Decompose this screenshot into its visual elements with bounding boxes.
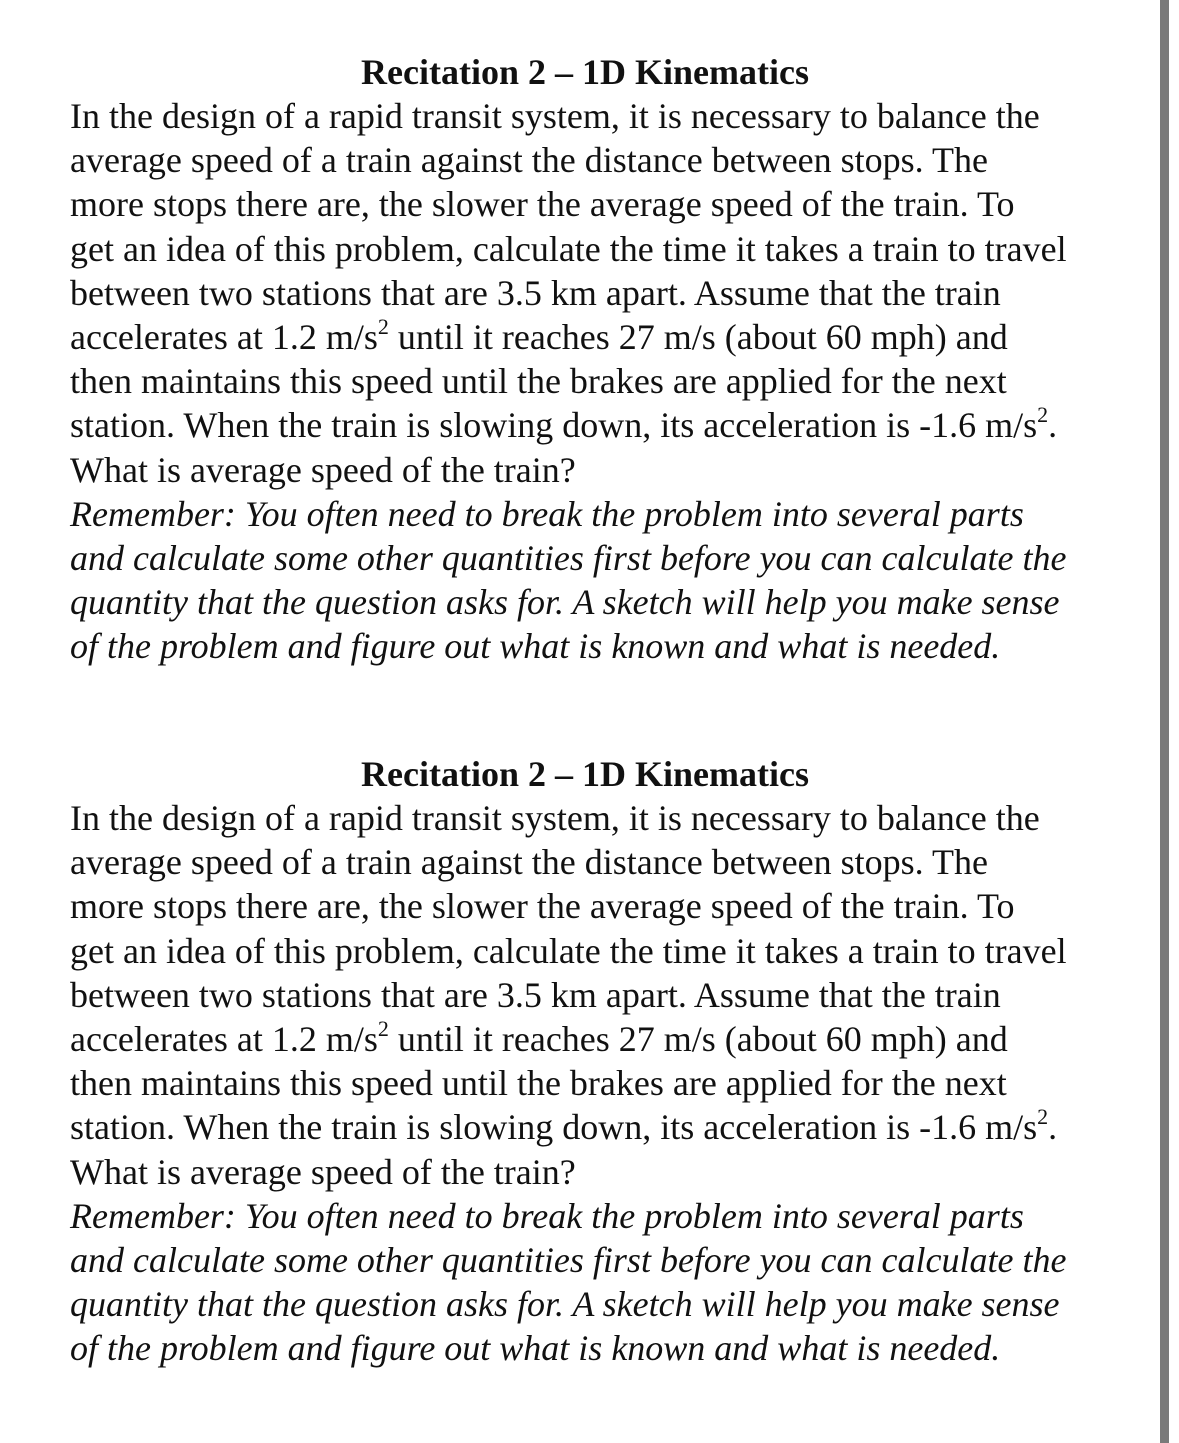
decel-text-rest: . bbox=[1048, 405, 1058, 446]
problem-line-deceleration bbox=[70, 1105, 1130, 1149]
page-edge-scrollbar bbox=[1160, 0, 1169, 1443]
recitation-title: Recitation 2 – 1D Kinematics bbox=[361, 52, 809, 92]
recitation-block-2 bbox=[70, 752, 1130, 1370]
accel-text-rest: until it reaches 27 m/s (about 60 mph) and bbox=[388, 316, 1008, 357]
problem-line: average speed of a train against the distance between stops. The bbox=[70, 842, 988, 883]
remember-line: Remember: You often need to break the problem into several parts bbox=[70, 493, 1024, 534]
decel-exponent: 2 bbox=[1037, 1104, 1049, 1130]
problem-line: between two stations that are 3.5 km apart. Assume that the train bbox=[70, 272, 1001, 313]
remember-note bbox=[70, 1194, 1130, 1371]
decel-text: station. When the train is slowing down, its acceleration is -1.6 m/s bbox=[70, 1107, 1038, 1148]
problem-line-acceleration bbox=[70, 315, 1130, 359]
decel-exponent: 2 bbox=[1037, 402, 1049, 428]
problem-statement bbox=[70, 94, 1130, 492]
accel-text: accelerates at 1.2 m/s bbox=[70, 316, 378, 357]
problem-line: get an idea of this problem, calculate the time it takes a train to travel bbox=[70, 930, 1067, 971]
problem-line: more stops there are, the slower the average speed of the train. To bbox=[70, 184, 1015, 225]
remember-line: Remember: You often need to break the problem into several parts bbox=[70, 1195, 1024, 1236]
problem-line: average speed of a train against the distance between stops. The bbox=[70, 140, 988, 181]
accel-text: accelerates at 1.2 m/s bbox=[70, 1018, 378, 1059]
remember-line: quantity that the question asks for. A sketch will help you make sense bbox=[70, 1284, 1060, 1325]
problem-question: What is average speed of the train? bbox=[70, 1151, 576, 1192]
accel-exponent: 2 bbox=[377, 1015, 389, 1041]
remember-line: of the problem and figure out what is known and what is needed. bbox=[70, 626, 1001, 667]
remember-line: of the problem and figure out what is known and what is needed. bbox=[70, 1328, 1001, 1369]
problem-line: get an idea of this problem, calculate the time it takes a train to travel bbox=[70, 228, 1067, 269]
remember-line: and calculate some other quantities first before you can calculate the bbox=[70, 537, 1067, 578]
problem-line: In the design of a rapid transit system, it is necessary to balance the bbox=[70, 96, 1040, 136]
problem-line: then maintains this speed until the brakes are applied for the next bbox=[70, 1063, 1007, 1104]
problem-line: more stops there are, the slower the average speed of the train. To bbox=[70, 886, 1015, 927]
recitation-title: Recitation 2 – 1D Kinematics bbox=[361, 754, 809, 794]
accel-text-rest: until it reaches 27 m/s (about 60 mph) and bbox=[388, 1018, 1008, 1059]
problem-line-acceleration bbox=[70, 1017, 1130, 1061]
remember-note bbox=[70, 492, 1130, 669]
problem-question: What is average speed of the train? bbox=[70, 449, 576, 490]
problem-line-deceleration bbox=[70, 403, 1130, 447]
decel-text-rest: . bbox=[1048, 1107, 1058, 1148]
recitation-block-1 bbox=[70, 50, 1130, 668]
problem-line: In the design of a rapid transit system, it is necessary to balance the bbox=[70, 798, 1040, 838]
accel-exponent: 2 bbox=[377, 313, 389, 339]
problem-line: then maintains this speed until the brakes are applied for the next bbox=[70, 361, 1007, 402]
decel-text: station. When the train is slowing down, its acceleration is -1.6 m/s bbox=[70, 405, 1038, 446]
remember-line: quantity that the question asks for. A sketch will help you make sense bbox=[70, 582, 1060, 623]
problem-statement bbox=[70, 796, 1130, 1194]
problem-line: between two stations that are 3.5 km apart. Assume that the train bbox=[70, 974, 1001, 1015]
remember-line: and calculate some other quantities first before you can calculate the bbox=[70, 1239, 1067, 1280]
